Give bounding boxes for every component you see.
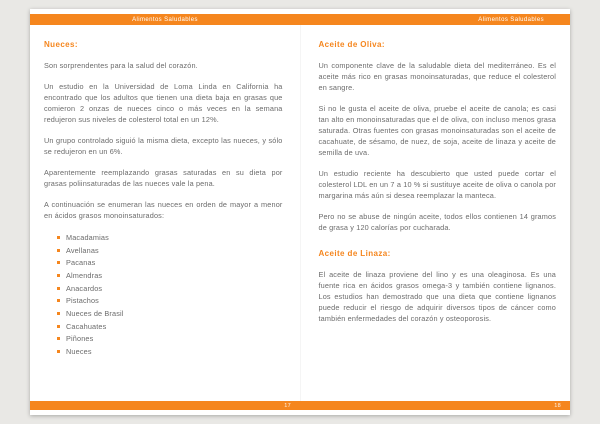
running-header-left (30, 14, 300, 25)
list-item (57, 307, 283, 320)
bullet-icon (57, 337, 60, 340)
list-item-label: Macadamias (66, 232, 109, 242)
list-item (57, 231, 283, 244)
paragraph: Son sorprendentes para la salud del corazón. (44, 61, 198, 70)
footer-left (30, 401, 300, 410)
page-number-left: 17 (284, 402, 291, 409)
paragraph: Un componente clave de la saludable dieta del mediterráneo. Es el aceite más rico en grasas monoinsaturadas, que reduce el colesterol en sangre. (318, 61, 556, 92)
bullet-icon (57, 299, 60, 302)
paragraph: El aceite de linaza proviene del lino y es una oleaginosa. Es una fuente rica en ácidos grasos omega-3 y también contiene lignanos. Los estudios han demostrado que una dieta que contiene lignanos puede reducir el riesgo de adquirir diversos tipos de cáncer como también enfermedades del corazón y osteoporosis. (318, 270, 556, 323)
paragraph: Un grupo controlado siguió la misma dieta, excepto las nueces, y sólo se redujeron en un 6%. (44, 136, 283, 156)
list-item-label: Anacardos (66, 283, 103, 293)
list-item-label: Piñones (66, 334, 94, 344)
list-item-label: Nueces (66, 347, 92, 357)
paragraph: Aparentemente reemplazando grasas saturadas en su dieta por grasas poliinsaturadas de las nueces vale la pena. (44, 168, 283, 188)
list-item (57, 333, 283, 346)
section-heading-aceite-oliva: Aceite de Oliva: (318, 40, 385, 49)
bullet-icon (57, 287, 60, 290)
running-title-left: Alimentos Saludables (132, 16, 198, 23)
running-title-right: Alimentos Saludables (478, 16, 544, 23)
page-number-right: 18 (554, 402, 561, 409)
list-item-label: Cacahuates (66, 321, 107, 331)
list-item-label: Avellanas (66, 245, 99, 255)
footer-right (300, 401, 570, 410)
page-spread (30, 9, 570, 415)
paragraph: Si no le gusta el aceite de oliva, pruebe el aceite de canola; es casi tan alto en monoinsaturadas que el de oliva, con incluso menos grasa saturada. Otras fuentes con grasas monoinsaturadas son el aceite de cacahuate, de sésamo, de nuez, de soja, aceite de linaza y aceite de semilla de uva. (318, 104, 556, 157)
bullet-icon (57, 312, 60, 315)
section-heading-nueces: Nueces: (44, 40, 78, 49)
list-item (57, 282, 283, 295)
list-item (57, 320, 283, 333)
footer-bar (30, 401, 570, 410)
bullet-icon (57, 325, 60, 328)
list-item-label: Pacanas (66, 258, 96, 268)
list-item (57, 256, 283, 269)
bullet-icon (57, 261, 60, 264)
page-left (30, 25, 300, 401)
paragraph: Un estudio en la Universidad de Loma Linda en California ha encontrado que los adultos que tienen una dieta baja en grasas que comieron 2 onzas de nueces cinco o más veces en la semana redujeron sus niveles de colesterol total en un 12%. (44, 82, 283, 124)
bullet-icon (57, 249, 60, 252)
paragraph: Pero no se abuse de ningún aceite, todos ellos contienen 14 gramos de grasa y 120 calorías por cucharada. (318, 212, 556, 232)
list-item (57, 244, 283, 257)
bullet-icon (57, 350, 60, 353)
pages-container (30, 25, 570, 401)
list-item-label: Pistachos (66, 296, 99, 306)
list-item (57, 269, 283, 282)
list-item (57, 345, 283, 358)
bullet-icon (57, 236, 60, 239)
list-item-label: Almendras (66, 270, 103, 280)
page-right (301, 25, 571, 401)
nut-list (44, 231, 283, 358)
running-header-bar (30, 14, 570, 25)
paragraph: Un estudio reciente ha descubierto que usted puede cortar el colesterol LDL en un 7 a 10 % si sustituye aceite de oliva o canola por margarina más aún si desea reemplazar la manteca. (318, 169, 556, 200)
paragraph: A continuación se enumeran las nueces en orden de mayor a menor en ácidos grasos monoinsaturados: (44, 200, 283, 220)
section-heading-aceite-linaza: Aceite de Linaza: (318, 249, 391, 258)
list-item (57, 294, 283, 307)
running-header-right (300, 14, 570, 25)
list-item-label: Nueces de Brasil (66, 308, 124, 318)
bullet-icon (57, 274, 60, 277)
